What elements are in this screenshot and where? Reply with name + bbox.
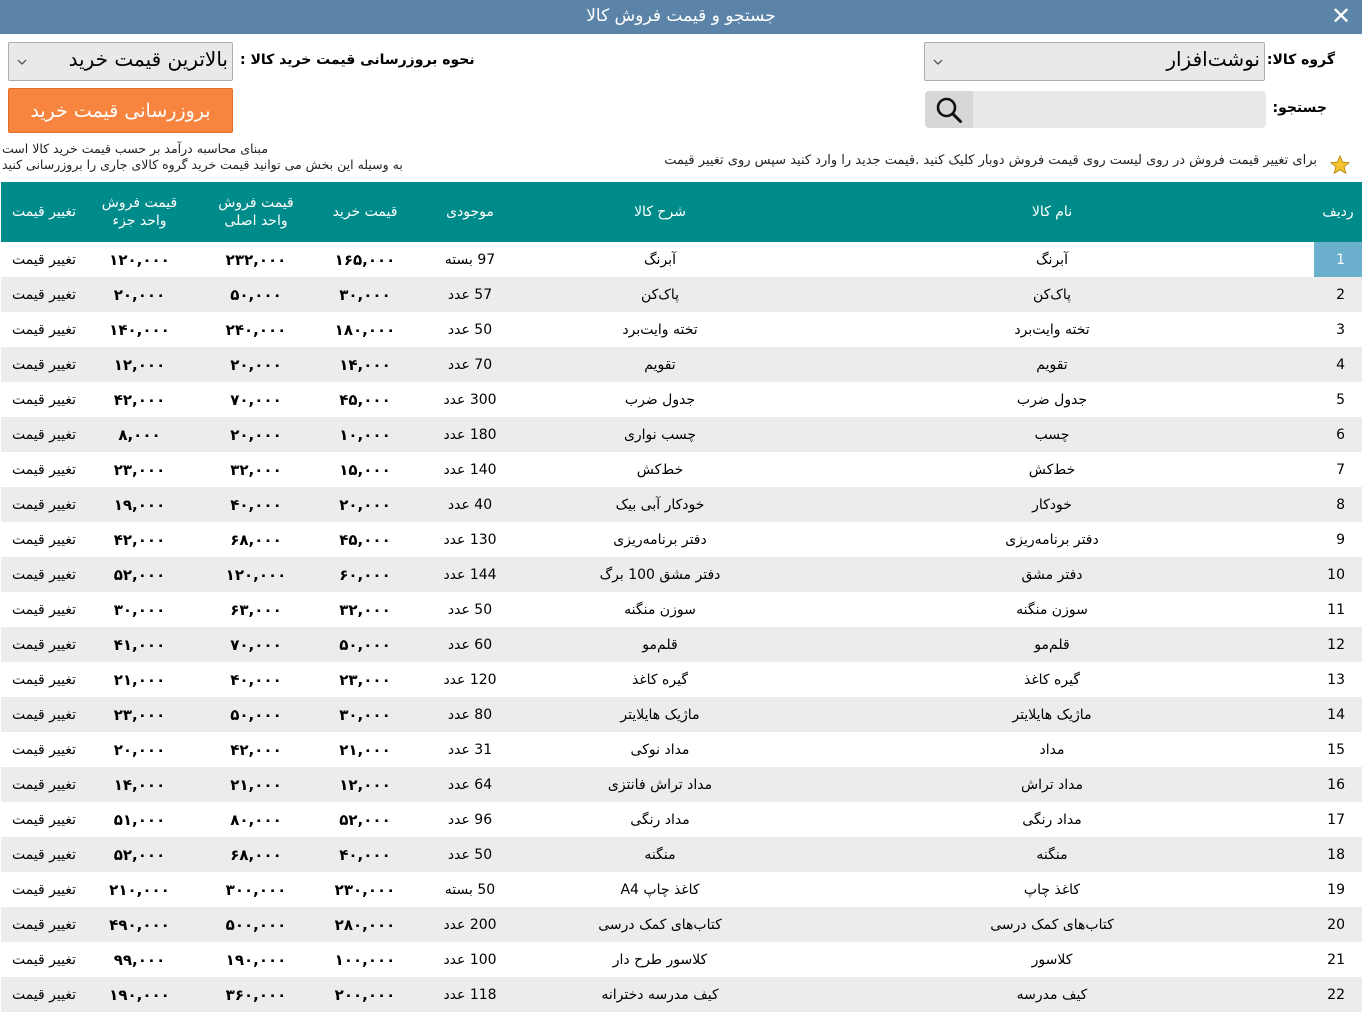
sell-main-price-cell[interactable]: ۵۰,۰۰۰ xyxy=(230,705,282,724)
star-icon xyxy=(1330,155,1350,175)
desc-cell: تخته وایت‌برد xyxy=(622,321,698,338)
window-title: جستجو و قیمت فروش کالا xyxy=(586,6,776,26)
sell-part-header-line1: قیمت فروش xyxy=(101,195,178,211)
stock-cell: 200 عدد xyxy=(443,916,497,933)
search-input[interactable] xyxy=(973,91,1266,128)
stock-cell: 97 بسته xyxy=(444,251,496,268)
change-price-link[interactable]: تغییر قیمت xyxy=(11,286,77,303)
name-cell: دفتر برنامه‌ریزی xyxy=(1005,531,1099,548)
sell-main-price-cell[interactable]: ۶۸,۰۰۰ xyxy=(230,845,282,864)
stock-cell: 31 عدد xyxy=(447,741,493,758)
row-index-cell: 10 xyxy=(1327,566,1345,583)
buy-price-cell: ۴۵,۰۰۰ xyxy=(339,530,391,549)
desc-cell: جدول ضرب xyxy=(624,391,696,408)
row-index-cell: 12 xyxy=(1327,636,1345,653)
sell-main-price-cell[interactable]: ۷۰,۰۰۰ xyxy=(230,390,282,409)
sell-part-price-cell[interactable]: ۴۹۰,۰۰۰ xyxy=(109,915,170,934)
desc-cell: تقویم xyxy=(644,356,676,373)
buy-price-cell: ۲۳,۰۰۰ xyxy=(339,670,391,689)
table-header-row xyxy=(1,182,1362,242)
stock-cell: 118 عدد xyxy=(443,986,497,1003)
desc-cell: آبرنگ xyxy=(644,251,676,268)
chevron-down-icon xyxy=(931,43,945,80)
table-row[interactable] xyxy=(1,662,1362,697)
group-label: گروه کالا: xyxy=(1266,52,1335,68)
table-row[interactable] xyxy=(1,977,1362,1012)
buy-price-cell: ۲۱,۰۰۰ xyxy=(339,740,391,759)
table-row[interactable] xyxy=(1,872,1362,907)
desc-cell: گیره کاغذ xyxy=(632,671,688,688)
tip-note: برای تغییر قیمت فروش در روی لیست روی قیمت فروش دوبار کلیک کنید .قیمت جدید را وارد کنید سپس روی تغییر قیمت xyxy=(664,153,1317,168)
buy-price-cell: ۵۰,۰۰۰ xyxy=(339,635,391,654)
sell-part-price-cell[interactable]: ۴۱,۰۰۰ xyxy=(113,635,166,654)
row-index-cell: 16 xyxy=(1327,776,1345,793)
change-price-link[interactable]: تغییر قیمت xyxy=(11,426,77,443)
search-label: جستجو: xyxy=(1272,100,1327,116)
table-row[interactable] xyxy=(1,557,1362,592)
name-cell: پاک‌کن xyxy=(1032,286,1071,303)
col-header-name[interactable]: نام کالا xyxy=(1031,204,1073,220)
buy-price-cell: ۵۲,۰۰۰ xyxy=(339,810,391,829)
group-select-value: نوشت‌افزار xyxy=(1166,47,1260,71)
table-row[interactable] xyxy=(1,837,1362,872)
buy-price-cell: ۶۰,۰۰۰ xyxy=(339,565,391,584)
table-row[interactable] xyxy=(1,522,1362,557)
name-cell: مداد xyxy=(1039,741,1065,758)
update-buy-price-button[interactable]: بروزرسانی قیمت خرید xyxy=(8,88,233,133)
table-row[interactable] xyxy=(1,767,1362,802)
name-cell: ماژیک هایلایتر xyxy=(1012,706,1092,723)
sell-main-price-cell[interactable]: ۴۰,۰۰۰ xyxy=(230,670,282,689)
sell-main-price-cell[interactable]: ۷۰,۰۰۰ xyxy=(230,635,282,654)
desc-cell: ماژیک هایلایتر xyxy=(620,706,700,723)
desc-cell: کلاسور طرح دار xyxy=(612,951,708,968)
stock-cell: 120 عدد xyxy=(443,671,497,688)
sell-part-price-cell[interactable]: ۵۱,۰۰۰ xyxy=(113,810,166,829)
name-cell: کیف مدرسه xyxy=(1016,986,1088,1003)
row-index-cell: 5 xyxy=(1336,391,1345,408)
table-row[interactable] xyxy=(1,627,1362,662)
row-index-cell: 11 xyxy=(1327,601,1345,618)
search-box xyxy=(925,91,1266,128)
row-index-cell: 19 xyxy=(1327,881,1345,898)
stock-cell: 180 عدد xyxy=(443,426,497,443)
buy-price-cell: ۴۰,۰۰۰ xyxy=(339,845,391,864)
name-cell: جدول ضرب xyxy=(1016,391,1088,408)
search-icon[interactable] xyxy=(925,91,973,128)
col-header-stock[interactable]: موجودی xyxy=(446,204,494,220)
name-cell: سوزن منگنه xyxy=(1016,601,1088,618)
change-price-link[interactable]: تغییر قیمت xyxy=(11,461,77,478)
desc-cell: مداد نوکی xyxy=(630,741,690,758)
desc-cell: کیف مدرسه دخترانه xyxy=(601,986,719,1003)
buy-price-cell: ۳۰,۰۰۰ xyxy=(339,705,391,724)
sell-main-price-cell[interactable]: ۸۰,۰۰۰ xyxy=(230,810,282,829)
name-cell: خودکار xyxy=(1032,496,1072,513)
sell-part-price-cell[interactable]: ۱۴۰,۰۰۰ xyxy=(109,320,170,339)
close-icon[interactable]: ✕ xyxy=(1330,2,1352,30)
name-cell: دفتر مشق xyxy=(1021,566,1083,583)
row-index-cell: 6 xyxy=(1336,426,1345,443)
buy-price-cell: ۴۵,۰۰۰ xyxy=(339,390,391,409)
row-index-cell: 18 xyxy=(1327,846,1345,863)
desc-cell: مداد تراش فانتزی xyxy=(607,776,713,793)
sell-main-price-cell[interactable]: ۱۲۰,۰۰۰ xyxy=(225,565,287,584)
change-price-link[interactable]: تغییر قیمت xyxy=(11,916,77,933)
stock-cell: 80 عدد xyxy=(447,706,493,723)
change-price-link[interactable]: تغییر قیمت xyxy=(11,356,77,373)
buy-price-cell: ۱۸۰,۰۰۰ xyxy=(334,320,396,339)
desc-cell: قلم‌مو xyxy=(642,636,678,653)
change-price-link[interactable]: تغییر قیمت xyxy=(11,776,77,793)
buy-price-cell: ۱۵,۰۰۰ xyxy=(339,460,391,479)
sell-part-price-cell[interactable]: ۲۳,۰۰۰ xyxy=(113,705,166,724)
col-header-sell-main[interactable] xyxy=(192,182,320,242)
sell-main-price-cell[interactable]: ۴۰,۰۰۰ xyxy=(230,495,282,514)
sell-part-price-cell[interactable]: ۵۲,۰۰۰ xyxy=(113,565,166,584)
sell-main-price-cell[interactable]: ۲۱,۰۰۰ xyxy=(230,775,282,794)
stock-cell: 50 عدد xyxy=(447,601,493,618)
sell-main-price-cell[interactable]: ۵۰,۰۰۰ xyxy=(230,285,282,304)
buy-price-cell: ۲۳۰,۰۰۰ xyxy=(334,880,396,899)
buy-price-cell: ۱۲,۰۰۰ xyxy=(339,775,391,794)
sell-part-price-cell[interactable]: ۲۰,۰۰۰ xyxy=(113,285,166,304)
sell-part-price-cell[interactable]: ۱۴,۰۰۰ xyxy=(113,775,166,794)
basis-note: مبنای محاسبه درآمد بر حسب قیمت خرید کالا است xyxy=(2,141,269,156)
name-cell: گیره کاغذ xyxy=(1024,671,1080,688)
desc-cell: دفتر مشق 100 برگ xyxy=(599,566,721,583)
sell-main-price-cell[interactable]: ۵۰۰,۰۰۰ xyxy=(225,915,287,934)
row-index-cell: 1 xyxy=(1314,242,1362,277)
buy-price-cell: ۲۰۰,۰۰۰ xyxy=(334,985,396,1004)
row-index-cell: 7 xyxy=(1336,461,1345,478)
sell-main-price-cell[interactable]: ۲۰,۰۰۰ xyxy=(230,355,282,374)
name-cell: قلم‌مو xyxy=(1034,636,1070,653)
stock-cell: 50 عدد xyxy=(447,321,493,338)
row-index-cell: 2 xyxy=(1336,286,1345,303)
name-cell: کتاب‌های کمک درسی xyxy=(990,916,1114,933)
stock-cell: 140 عدد xyxy=(443,461,497,478)
buy-price-cell: ۱۰,۰۰۰ xyxy=(339,425,391,444)
sell-main-price-cell[interactable]: ۳۶۰,۰۰۰ xyxy=(225,985,287,1004)
buy-price-cell: ۳۰,۰۰۰ xyxy=(339,285,391,304)
sell-main-price-cell[interactable]: ۲۰,۰۰۰ xyxy=(230,425,282,444)
sell-main-price-cell[interactable]: ۳۲,۰۰۰ xyxy=(230,460,282,479)
sell-part-price-cell[interactable]: ۸,۰۰۰ xyxy=(118,425,161,444)
desc-cell: خودکار آبی بیک xyxy=(615,496,705,513)
name-cell: چسب xyxy=(1034,426,1070,443)
table-body xyxy=(1,242,1362,1012)
row-index-cell: 4 xyxy=(1336,356,1345,373)
row-index-cell: 13 xyxy=(1327,671,1345,688)
table-row[interactable] xyxy=(1,242,1362,277)
stock-cell: 50 عدد xyxy=(447,846,493,863)
stock-cell: 60 عدد xyxy=(447,636,493,653)
desc-cell: پاک‌کن xyxy=(640,286,679,303)
title-bar xyxy=(0,0,1362,34)
buy-price-cell: ۱۰۰,۰۰۰ xyxy=(334,950,396,969)
row-index-cell: 8 xyxy=(1336,496,1345,513)
desc-cell: سوزن منگنه xyxy=(624,601,696,618)
update-method-value: بالاترین قیمت خرید xyxy=(68,47,228,71)
stock-cell: 40 عدد xyxy=(447,496,493,513)
table-row[interactable] xyxy=(1,697,1362,732)
name-cell: کلاسور xyxy=(1031,951,1073,968)
stock-cell: 100 عدد xyxy=(443,951,497,968)
sell-main-header-line2: واحد اصلی xyxy=(224,213,288,229)
row-index-cell: 20 xyxy=(1327,916,1345,933)
stock-cell: 70 عدد xyxy=(447,356,493,373)
stock-cell: 64 عدد xyxy=(447,776,493,793)
name-cell: مداد رنگی xyxy=(1022,811,1082,828)
col-header-row[interactable]: ردیف xyxy=(1322,204,1354,220)
desc-cell: خط‌کش xyxy=(636,461,684,478)
table-row[interactable] xyxy=(1,802,1362,837)
desc-cell: چسب نواری xyxy=(623,426,697,443)
name-cell: آبرنگ xyxy=(1036,251,1068,268)
change-price-link[interactable]: تغییر قیمت xyxy=(11,531,77,548)
buy-price-cell: ۳۲,۰۰۰ xyxy=(339,600,391,619)
change-price-link[interactable]: تغییر قیمت xyxy=(11,986,77,1003)
row-index-cell: 3 xyxy=(1336,321,1345,338)
row-index-cell: 22 xyxy=(1327,986,1345,1003)
change-price-link[interactable]: تغییر قیمت xyxy=(11,881,77,898)
change-price-link[interactable]: تغییر قیمت xyxy=(11,391,77,408)
sell-main-price-cell[interactable]: ۴۲,۰۰۰ xyxy=(230,740,282,759)
change-price-link[interactable]: تغییر قیمت xyxy=(11,951,77,968)
change-price-link[interactable]: تغییر قیمت xyxy=(11,566,77,583)
buy-price-cell: ۱۶۵,۰۰۰ xyxy=(334,250,396,269)
name-cell: تخته وایت‌برد xyxy=(1014,321,1090,338)
desc-cell: دفتر برنامه‌ریزی xyxy=(613,531,707,548)
change-price-link[interactable]: تغییر قیمت xyxy=(11,741,77,758)
row-index-cell: 17 xyxy=(1327,811,1345,828)
products-table xyxy=(1,182,1362,1012)
col-header-desc[interactable]: شرح کالا xyxy=(634,204,686,220)
col-header-sell-part[interactable] xyxy=(87,182,192,242)
stock-cell: 96 عدد xyxy=(447,811,493,828)
name-cell: منگنه xyxy=(1036,846,1068,863)
name-cell: مداد تراش xyxy=(1020,776,1084,793)
sell-part-price-cell[interactable]: ۴۲,۰۰۰ xyxy=(113,390,166,409)
sell-part-price-cell[interactable]: ۴۲,۰۰۰ xyxy=(113,530,166,549)
change-price-link[interactable]: تغییر قیمت xyxy=(11,846,77,863)
change-price-link[interactable]: تغییر قیمت xyxy=(11,601,77,618)
change-price-link[interactable]: تغییر قیمت xyxy=(11,496,77,513)
sell-part-price-cell[interactable]: ۲۱,۰۰۰ xyxy=(113,670,166,689)
buy-price-cell: ۲۰,۰۰۰ xyxy=(339,495,391,514)
change-price-link[interactable]: تغییر قیمت xyxy=(11,636,77,653)
sell-part-price-cell[interactable]: ۱۲,۰۰۰ xyxy=(113,355,166,374)
sell-main-price-cell[interactable]: ۳۰۰,۰۰۰ xyxy=(225,880,287,899)
row-index-cell: 14 xyxy=(1327,706,1345,723)
row-index-cell: 21 xyxy=(1327,951,1345,968)
sell-part-price-cell[interactable]: ۲۱۰,۰۰۰ xyxy=(109,880,170,899)
chevron-down-icon xyxy=(15,43,29,80)
change-price-link[interactable]: تغییر قیمت xyxy=(11,251,77,268)
desc-cell: منگنه xyxy=(644,846,676,863)
update-method-select[interactable] xyxy=(8,42,233,81)
table-row[interactable] xyxy=(1,732,1362,767)
sell-main-header-line1: قیمت فروش xyxy=(218,195,294,211)
stock-cell: 57 عدد xyxy=(447,286,493,303)
table-row[interactable] xyxy=(1,382,1362,417)
sell-main-price-cell[interactable]: ۱۹۰,۰۰۰ xyxy=(225,950,287,969)
sell-part-price-cell[interactable]: ۱۹,۰۰۰ xyxy=(113,495,166,514)
table-row[interactable] xyxy=(1,347,1362,382)
buy-price-cell: ۲۸۰,۰۰۰ xyxy=(334,915,396,934)
table-row[interactable] xyxy=(1,592,1362,627)
sell-part-price-cell[interactable]: ۲۳,۰۰۰ xyxy=(113,460,166,479)
buy-price-cell: ۱۴,۰۰۰ xyxy=(339,355,391,374)
table-row[interactable] xyxy=(1,312,1362,347)
table-row[interactable] xyxy=(1,417,1362,452)
update-method-label: نحوه بروزرسانی قیمت خرید کالا : xyxy=(240,52,475,68)
sell-part-price-cell[interactable]: ۵۲,۰۰۰ xyxy=(113,845,166,864)
sell-part-price-cell[interactable]: ۹۹,۰۰۰ xyxy=(113,950,166,969)
change-price-link[interactable]: تغییر قیمت xyxy=(11,811,77,828)
sell-main-price-cell[interactable]: ۶۳,۰۰۰ xyxy=(230,600,282,619)
name-cell: تقویم xyxy=(1036,356,1068,373)
desc-cell: مداد رنگی xyxy=(630,811,690,828)
sell-main-price-cell[interactable]: ۲۴۰,۰۰۰ xyxy=(225,320,287,339)
sell-main-price-cell[interactable]: ۶۸,۰۰۰ xyxy=(230,530,282,549)
name-cell: خط‌کش xyxy=(1028,461,1076,478)
name-cell: کاغذ چاپ xyxy=(1023,881,1081,898)
change-price-link[interactable]: تغییر قیمت xyxy=(11,321,77,338)
table-row[interactable] xyxy=(1,452,1362,487)
sell-part-price-cell[interactable]: ۱۹۰,۰۰۰ xyxy=(109,985,170,1004)
change-price-link[interactable]: تغییر قیمت xyxy=(11,671,77,688)
group-update-note: به وسیله این بخش می توانید قیمت خرید گروه کالای جاری را بروزرسانی کنید xyxy=(2,157,403,172)
col-header-buy[interactable]: قیمت خرید xyxy=(332,204,398,220)
table-row[interactable] xyxy=(1,277,1362,312)
group-select[interactable] xyxy=(924,42,1265,81)
desc-cell: کاغذ چاپ A4 xyxy=(620,881,700,898)
col-header-action[interactable]: تغییر قیمت xyxy=(11,204,77,220)
sell-part-price-cell[interactable]: ۲۰,۰۰۰ xyxy=(113,740,166,759)
table-row[interactable] xyxy=(1,487,1362,522)
sell-part-price-cell[interactable]: ۱۲۰,۰۰۰ xyxy=(109,250,170,269)
stock-cell: 130 عدد xyxy=(443,531,497,548)
stock-cell: 144 عدد xyxy=(443,566,497,583)
stock-cell: 300 عدد xyxy=(443,391,497,408)
row-index-cell: 15 xyxy=(1327,741,1345,758)
sell-main-price-cell[interactable]: ۲۳۲,۰۰۰ xyxy=(225,250,287,269)
table-row[interactable] xyxy=(1,907,1362,942)
desc-cell: کتاب‌های کمک درسی xyxy=(598,916,722,933)
table-row[interactable] xyxy=(1,942,1362,977)
sell-part-price-cell[interactable]: ۳۰,۰۰۰ xyxy=(113,600,166,619)
change-price-link[interactable]: تغییر قیمت xyxy=(11,706,77,723)
stock-cell: 50 بسته xyxy=(444,881,496,898)
row-index-cell: 9 xyxy=(1336,531,1345,548)
sell-part-header-line2: واحد جزء xyxy=(112,213,167,229)
